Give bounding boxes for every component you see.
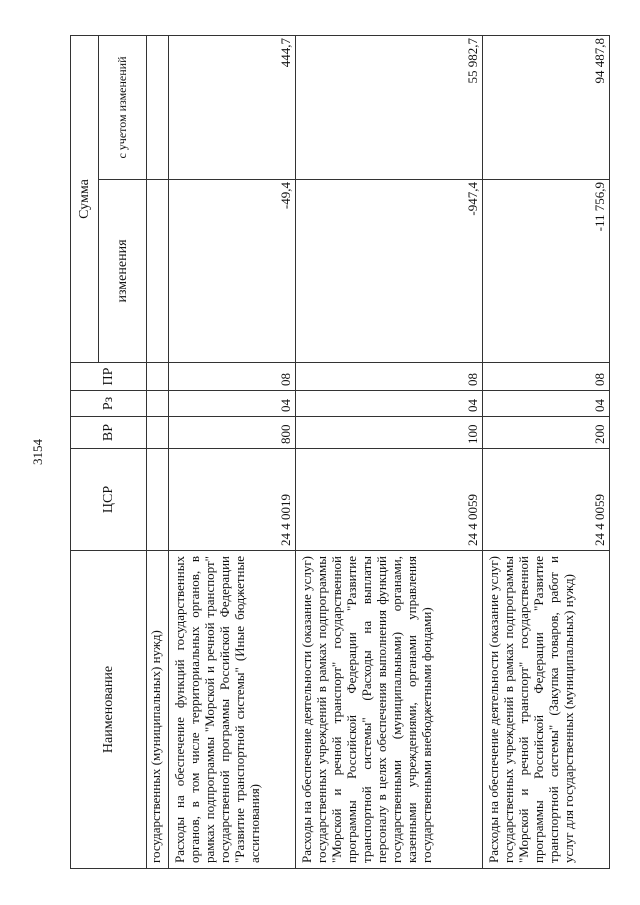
table-row [482,36,609,869]
row-total: 94 487,8 [482,36,609,180]
row-vr: 100 [296,417,482,449]
table-row [296,36,482,869]
row-name: Расходы на обеспечение деятельности (оказание услуг) государственных учреждений в рамках подпрограммы "Морской и речной транспорт" государственной программы Российской Федерации "Развитие транспортной системы" (Расходы на выплаты персоналу в целях обеспечения выполнения функций государственными (муниципальными) органами, казенными учреждениями, органами управления государственными внебюджетными фондами) [296,551,482,869]
page-number: 3154 [30,439,45,465]
row-pr [147,363,169,391]
row-vr: 800 [169,417,296,449]
header-sum: Сумма [71,36,99,363]
row-rz [147,391,169,417]
header-change: изменения [99,180,147,363]
row-vr [147,417,169,449]
row-csr: 24 4 0059 [482,449,609,551]
rotated-page [70,36,610,869]
row-change: -49,4 [169,180,296,363]
row-change: -11 756,9 [482,180,609,363]
header-row-1 [71,36,99,869]
header-csr: ЦСР [71,449,147,551]
row-csr: 24 4 0019 [169,449,296,551]
header-name: Наименование [71,551,147,869]
row-name: Расходы на обеспечение деятельности (оказание услуг) государственных учреждений в рамках подпрограммы "Морской и речной транспорт" государственной программы Российской Федерации "Развитие транспортной системы" (Закупка товаров, работ и услуг для государственных (муниципальных) нужд) [482,551,609,869]
row-pr: 08 [169,363,296,391]
row-vr: 200 [482,417,609,449]
budget-table [70,35,610,869]
row-change: -947,4 [296,180,482,363]
row-name: государственных (муниципальных) нужд) [147,551,169,869]
row-change [147,180,169,363]
row-total [147,36,169,180]
row-rz: 04 [482,391,609,417]
header-with-changes: с учетом изменений [99,36,147,180]
header-pr: ПР [71,363,147,391]
row-csr [147,449,169,551]
table-row [147,36,169,869]
row-name: Расходы на обеспечение функций государственных органов, в том числе территориальных органов, в рамках подпрограммы "Морской и речной транспорт" государственной программы Российской Федерации "Развитие транспортной системы" (Иные бюджетные ассигнования) [169,551,296,869]
row-rz: 04 [169,391,296,417]
row-rz: 04 [296,391,482,417]
row-total: 55 982,7 [296,36,482,180]
row-csr: 24 4 0059 [296,449,482,551]
row-pr: 08 [482,363,609,391]
header-rz: Рз [71,391,147,417]
row-total: 444,7 [169,36,296,180]
table-row [169,36,296,869]
header-vr: ВР [71,417,147,449]
row-pr: 08 [296,363,482,391]
